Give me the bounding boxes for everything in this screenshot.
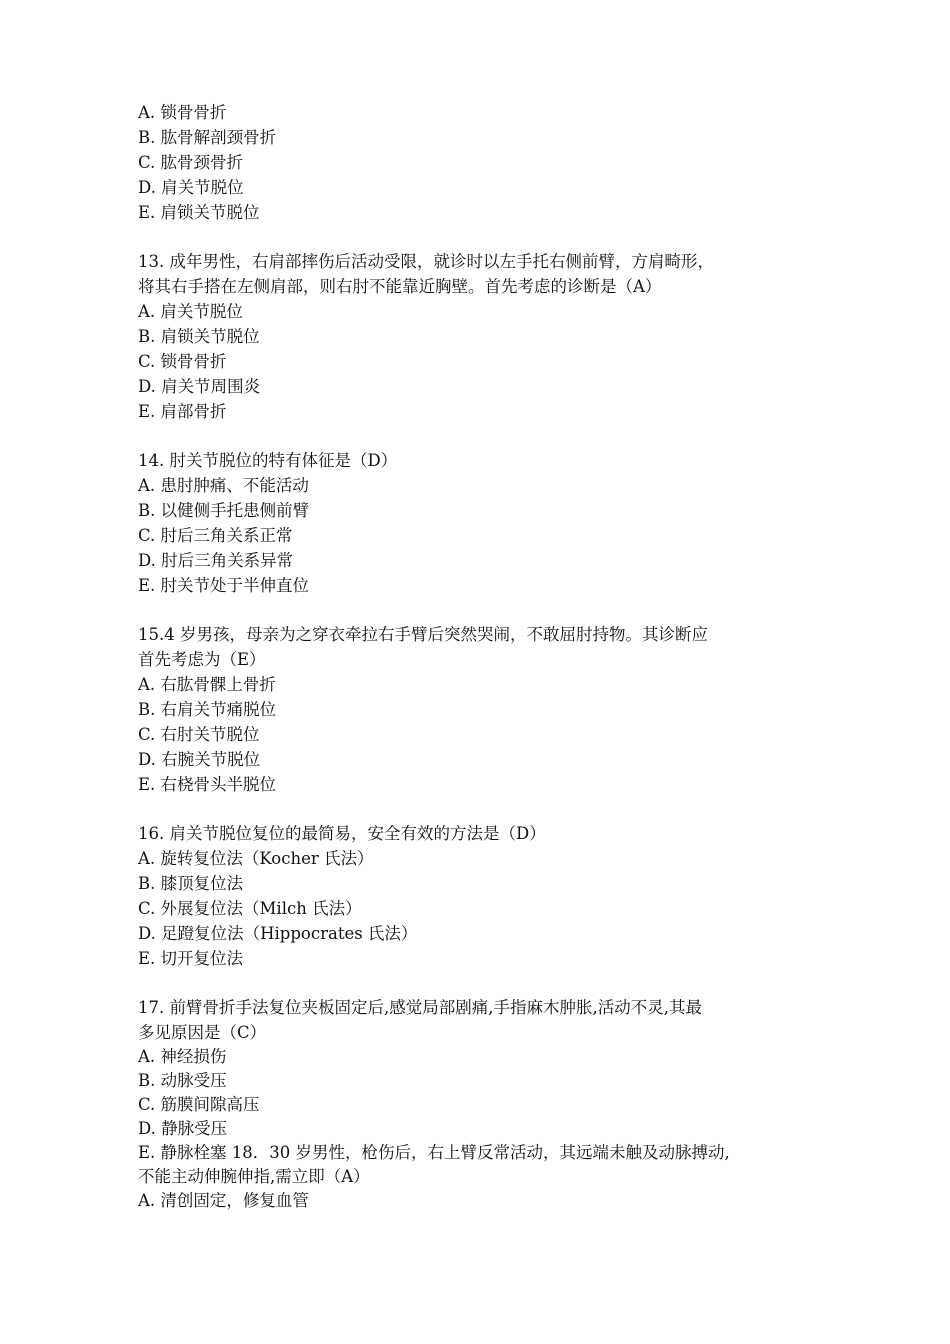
q16-option-c: C. 外展复位法（Milch 氏法） [138, 899, 362, 918]
q16-option-a: A. 旋转复位法（Kocher 氏法） [138, 849, 374, 868]
document-page [138, 100, 828, 1213]
q13-option-a: A. 肩关节脱位 [138, 302, 243, 321]
q13-option-b: B. 肩锁关节脱位 [138, 327, 260, 346]
q18-option-a: A. 清创固定，修复血管 [138, 1191, 309, 1210]
q16-stem: 16. 肩关节脱位复位的最简易，安全有效的方法是（D） [138, 824, 546, 843]
q16-option-e: E. 切开复位法 [138, 949, 244, 968]
q17-option-e-q18-stem-line1: E. 静脉栓塞 18．30 岁男性，枪伤后，右上臂反常活动，其远端未触及动脉搏动, [138, 1143, 730, 1162]
q17-option-c: C. 筋膜间隙高压 [138, 1095, 260, 1114]
q12-option-e: E. 肩锁关节脱位 [138, 203, 260, 222]
q15-stem-line1: 15.4 岁男孩，母亲为之穿衣牵拉右手臂后突然哭闹，不敢屈肘持物。其诊断应 [138, 625, 708, 644]
q14-option-d: D. 肘后三角关系异常 [138, 551, 294, 570]
q15-stem-line2: 首先考虑为（E） [138, 650, 266, 669]
q17-option-b: B. 动脉受压 [138, 1071, 227, 1090]
q17-stem-line2: 多见原因是（C） [138, 1023, 267, 1042]
q15-option-c: C. 右肘关节脱位 [138, 725, 260, 744]
q15-option-e: E. 右桡骨头半脱位 [138, 775, 277, 794]
q17-option-a: A. 神经损伤 [138, 1047, 227, 1066]
q15-option-a: A. 右肱骨髁上骨折 [138, 675, 276, 694]
q14-option-c: C. 肘后三角关系正常 [138, 526, 293, 545]
q14-option-b: B. 以健侧手托患侧前臂 [138, 501, 310, 520]
q16-option-b: B. 膝顶复位法 [138, 874, 244, 893]
q13-stem-line1: 13. 成年男性，右肩部摔伤后活动受限，就诊时以左手托右侧前臂，方肩畸形， [138, 252, 714, 271]
q14-option-e: E. 肘关节处于半伸直位 [138, 576, 310, 595]
q15-option-b: B. 右肩关节痛脱位 [138, 700, 277, 719]
q13-option-d: D. 肩关节周围炎 [138, 377, 261, 396]
q12-option-a: A. 锁骨骨折 [138, 103, 227, 122]
q16-option-d: D. 足蹬复位法（Hippocrates 氏法） [138, 924, 418, 943]
q12-option-d: D. 肩关节脱位 [138, 178, 244, 197]
q14-option-a: A. 患肘肿痛、不能活动 [138, 476, 309, 495]
q12-option-c: C. 肱骨颈骨折 [138, 153, 244, 172]
q13-option-e: E. 肩部骨折 [138, 402, 227, 421]
q17-option-d: D. 静脉受压 [138, 1119, 228, 1138]
q18-stem-line2: 不能主动伸腕伸指,需立即（A） [138, 1167, 370, 1186]
q13-stem-line2: 将其右手搭在左侧肩部，则右肘不能靠近胸壁。首先考虑的诊断是（A） [138, 277, 662, 296]
q15-option-d: D. 右腕关节脱位 [138, 750, 261, 769]
q13-option-c: C. 锁骨骨折 [138, 352, 227, 371]
q12-option-b: B. 肱骨解剖颈骨折 [138, 128, 277, 147]
q14-stem: 14. 肘关节脱位的特有体征是（D） [138, 451, 398, 470]
q17-stem-line1: 17. 前臂骨折手法复位夹板固定后,感觉局部剧痛,手指麻木肿胀,活动不灵,其最 [138, 998, 702, 1017]
